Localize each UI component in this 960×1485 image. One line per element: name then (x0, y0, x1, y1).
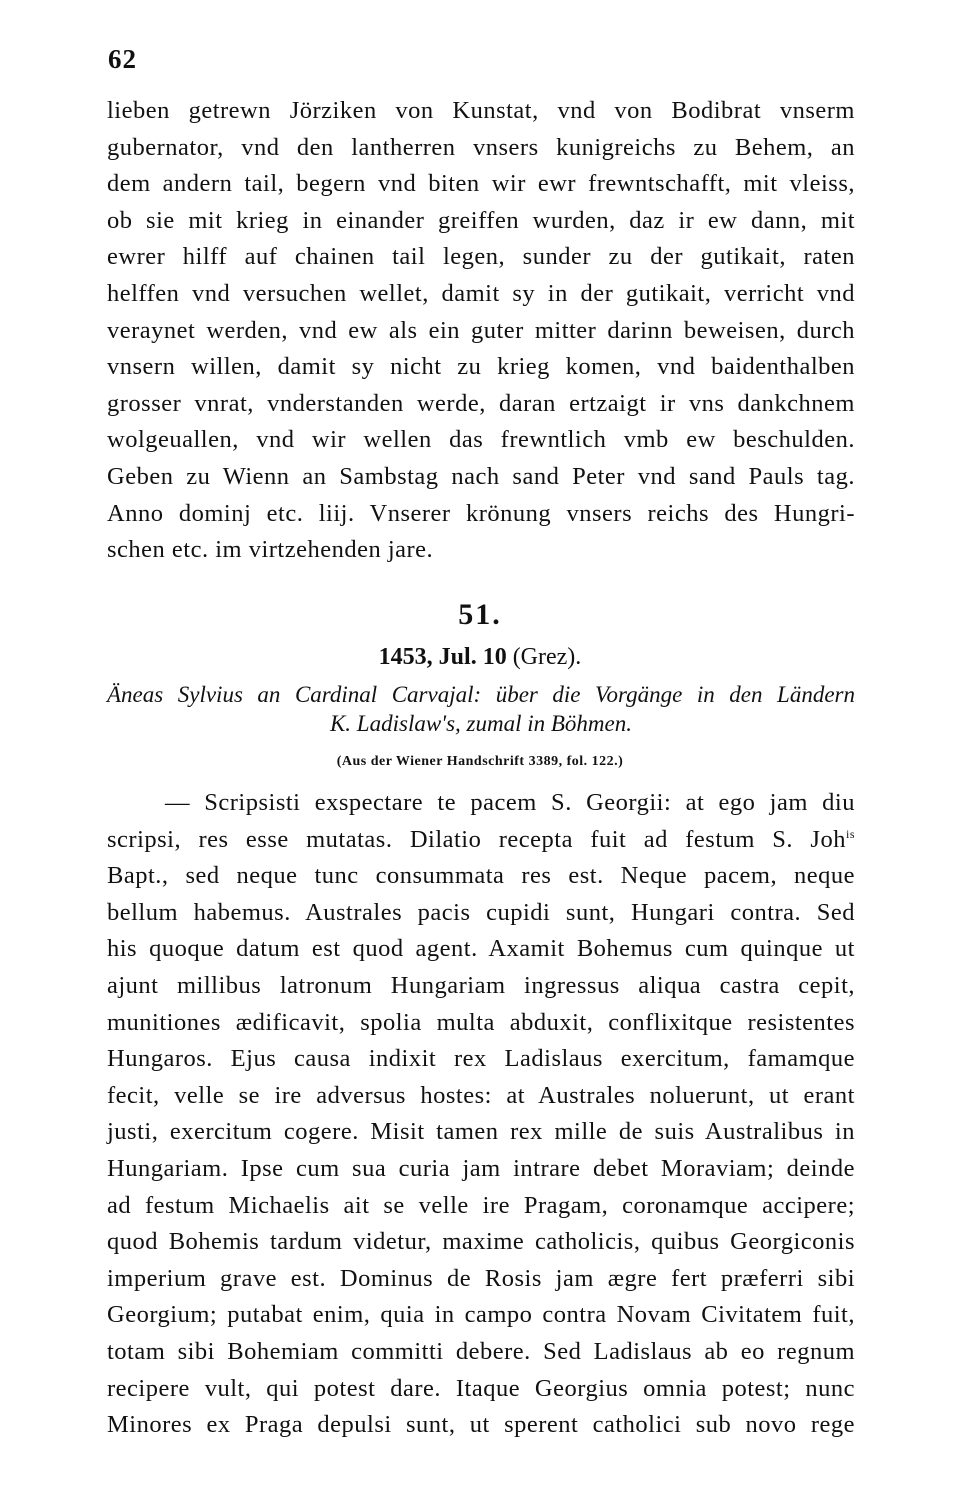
text-line: justi, exercitum cogere. Misit tamen rex mille de suis Australibus in (107, 1118, 855, 1146)
document-date (0, 644, 960, 671)
text-line: lieben getrewn Jörziken von Kunstat, vnd von Bodibrat vnserm (107, 97, 855, 124)
text-line-content: scripsi, res esse mutatas. Dilatio recepta fuit ad festum S. Joh (107, 825, 846, 853)
text-line: helffen vnd versuchen wellet, damit sy in der gutikait, verricht vnd (107, 279, 855, 307)
text-line: bellum habemus. Australes pacis cupidi sunt, Hungari contra. Sed (107, 898, 855, 926)
text-line: dem andern tail, begern vnd biten wir ewr frewntschafft, mit vleiss, (107, 170, 855, 198)
document-number: 51. (458, 598, 502, 631)
text-line: recipere vult, qui potest dare. Itaque Georgius omnia potest; nunc (107, 1374, 855, 1402)
text-line: ajunt millibus latronum Hungariam ingressus aliqua castra cepit, (107, 971, 855, 999)
document-summary (107, 680, 855, 738)
text-line: imperium grave est. Dominus de Rosis jam ægre fert præferri sibi (107, 1264, 855, 1292)
page-number: 62 (108, 44, 137, 74)
text-line: Bapt., sed neque tunc consummata res est. Neque pacem, neque (107, 862, 855, 890)
text-line: — Scripsisti exspectare te pacem S. Georgii: at ego jam diu (165, 789, 855, 816)
document-date-place: (Grez). (506, 644, 582, 670)
intro-text (107, 93, 855, 569)
text-line: ad festum Michaelis ait se velle ire Pragam, coronamque accipere; (107, 1191, 855, 1219)
text-line: Geben zu Wienn an Sambstag nach sand Peter vnd sand Pauls tag. (107, 462, 855, 490)
text-line: totam sibi Bohemiam committi debere. Sed Ladislaus ab eo regnum (107, 1337, 855, 1365)
text-line: Minores ex Praga depulsi sunt, ut sperent catholici sub novo rege (107, 1411, 855, 1439)
text-line (107, 822, 855, 859)
text-line: quod Bohemis tardum videtur, maxime catholicis, quibus Georgiconis (107, 1228, 855, 1256)
letter-text (107, 785, 855, 1444)
text-line: gubernator, vnd den lantherren vnsers kunigreichs zu Behem, an (107, 133, 855, 161)
text-line: schen etc. im virtzehenden jare. (107, 536, 434, 564)
text-line: fecit, velle se ire adversus hostes: at Australes noluerunt, ut erant (107, 1081, 855, 1109)
text-line: wolgeuallen, vnd wir wellen das frewntlich vmb ew beschulden. (107, 426, 855, 454)
document-date-value: 1453, Jul. 10 (378, 644, 507, 670)
text-line: vnsern willen, damit sy nicht zu krieg komen, vnd baidenthalben (107, 353, 855, 381)
text-line: Hungariam. Ipse cum sua curia jam intrare debet Moraviam; deinde (107, 1154, 855, 1182)
superscript: is (845, 826, 855, 841)
text-line: veraynet werden, vnd ew als ein guter mitter darinn beweisen, durch (107, 316, 855, 344)
summary-line: K. Ladislaw's, zumal in Böhmen. (329, 711, 633, 736)
text-line: Anno dominj etc. liij. Vnserer krönung vnsers reichs des Hungri- (107, 499, 855, 527)
text-line: Georgium; putabat enim, quia in campo contra Novam Civitatem fuit, (107, 1301, 855, 1329)
text-line: his quoque datum est quod agent. Axamit Bohemus cum quinque ut (107, 935, 855, 963)
text-line: grosser vnrat, vnderstanden werde, daran ertzaigt ir vns dankchnem (107, 389, 855, 417)
text-line: munitiones ædificavit, spolia multa abduxit, conflixitque resistentes (107, 1008, 855, 1036)
text-line: Hungaros. Ejus causa indixit rex Ladislaus exercitum, famamque (107, 1045, 855, 1073)
summary-line: Äneas Sylvius an Cardinal Carvajal: über die Vorgänge in den Ländern (107, 682, 855, 707)
document-source: (Aus der Wiener Handschrift 3389, fol. 122.) (336, 754, 624, 769)
text-line: ob sie mit krieg in einander greiffen wurden, daz ir ew dann, mit (107, 206, 855, 234)
text-line: ewrer hilff auf chainen tail legen, sunder zu der gutikait, raten (107, 243, 855, 271)
